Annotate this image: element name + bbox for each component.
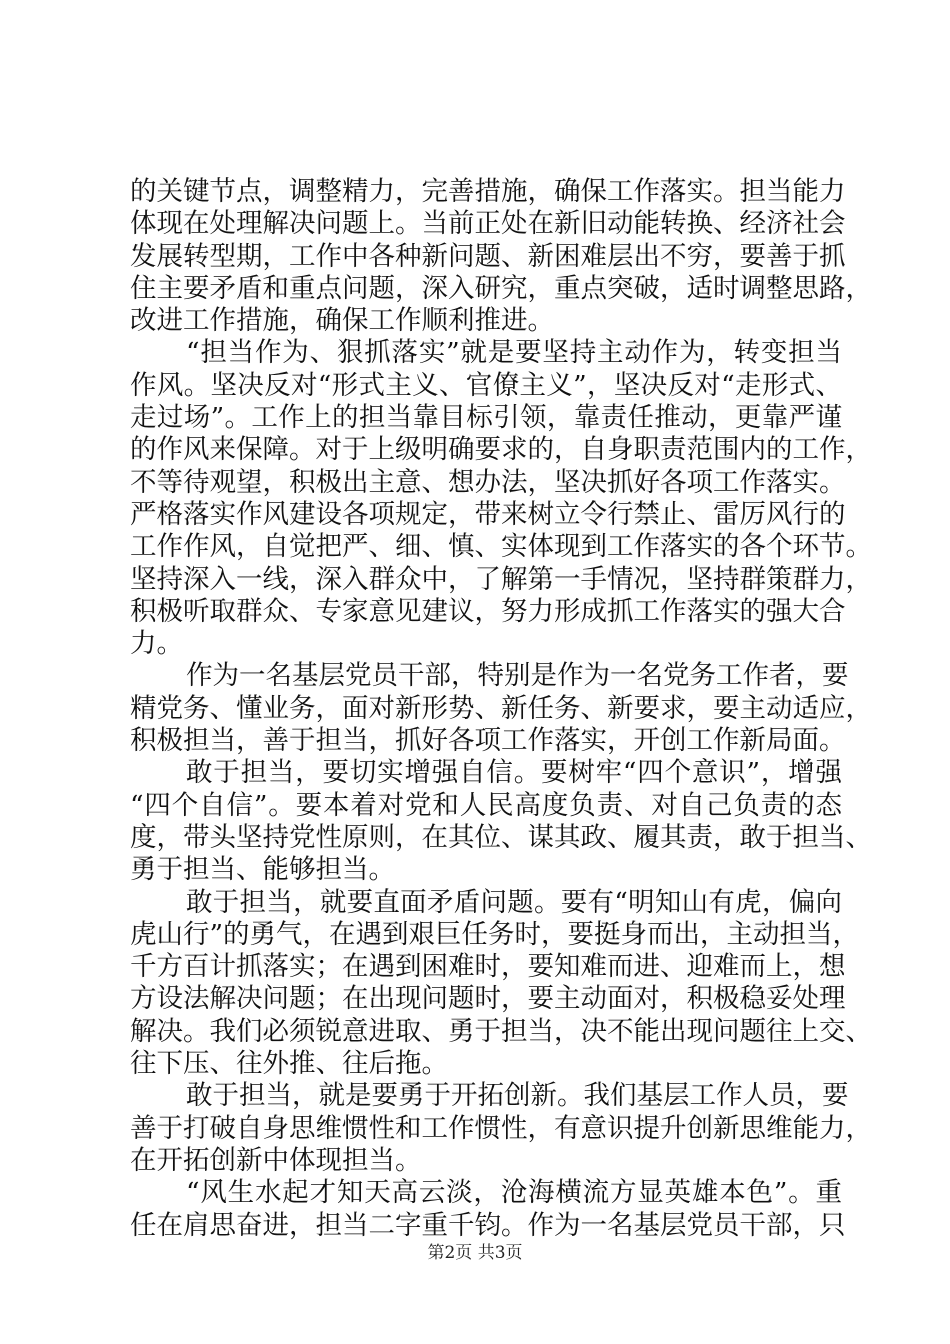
- text-line: 勇于担当、能够担当。: [130, 854, 395, 886]
- text-line: 精党务、懂业务，面对新形势、新任务、新要求，要主动适应，: [130, 692, 872, 724]
- text-line: 严格落实作风建设各项规定，带来树立令行禁止、雷厉风行的: [130, 498, 846, 530]
- text-line: 作为一名基层党员干部，特别是作为一名党务工作者，要: [186, 660, 849, 692]
- text-line: 度，带头坚持党性原则，在其位、谋其政、履其责，敢于担当、: [130, 821, 872, 853]
- text-line: “四个自信”。要本着对党和人民高度负责、对自己负责的态: [130, 789, 842, 821]
- text-line: 走过场”。工作上的担当靠目标引领，靠责任推动，更靠严谨: [130, 402, 842, 434]
- text-line: 敢于担当，就要直面矛盾问题。要有“明知山有虎，偏向: [186, 886, 842, 918]
- text-line: 工作作风，自觉把严、细、慎、实体现到工作落实的各个环节。: [130, 531, 872, 563]
- text-line: 住主要矛盾和重点问题，深入研究，重点突破，适时调整思路，: [130, 272, 872, 304]
- text-line: 解决。我们必须锐意进取、勇于担当，决不能出现问题往上交、: [130, 1015, 872, 1047]
- text-line: 的作风来保障。对于上级明确要求的，自身职责范围内的工作，: [130, 434, 872, 466]
- page-footer: 第2页 共3页: [427, 1243, 523, 1263]
- text-line: 坚持深入一线，深入群众中，了解第一手情况，坚持群策群力，: [130, 563, 872, 595]
- text-line: 改进工作措施，确保工作顺利推进。: [130, 305, 554, 337]
- text-line: 善于打破自身思维惯性和工作惯性，有意识提升创新思维能力，: [130, 1112, 872, 1144]
- text-line: 作风。坚决反对“形式主义、官僚主义”，坚决反对“走形式、: [130, 369, 842, 401]
- text-line: 往下压、往外推、往后拖。: [130, 1048, 448, 1080]
- text-line: 体现在处理解决问题上。当前正处在新旧动能转换、经济社会: [130, 208, 846, 240]
- text-line: “风生水起才知天高云淡，沧海横流方显英雄本色”。重: [186, 1177, 842, 1209]
- text-line: 不等待观望，积极出主意、想办法，坚决抓好各项工作落实。: [130, 466, 846, 498]
- text-line: 在开拓创新中体现担当。: [130, 1144, 422, 1176]
- text-line: 敢于担当，就是要勇于开拓创新。我们基层工作人员，要: [186, 1080, 849, 1112]
- text-line: 千方百计抓落实；在遇到困难时，要知难而进、迎难而上，想: [130, 951, 846, 983]
- text-line: 任在肩思奋进，担当二字重千钧。作为一名基层党员干部，只: [130, 1209, 846, 1241]
- text-line: 虎山行”的勇气，在遇到艰巨任务时，要挺身而出，主动担当，: [130, 918, 860, 950]
- text-line: 敢于担当，要切实增强自信。要树牢“四个意识”，增强: [186, 757, 842, 789]
- text-line: 力。: [130, 628, 183, 660]
- text-line: 发展转型期，工作中各种新问题、新困难层出不穷，要善于抓: [130, 240, 846, 272]
- text-line: 方设法解决问题；在出现问题时，要主动面对，积极稳妥处理: [130, 983, 846, 1015]
- text-line: 积极担当，善于担当，抓好各项工作落实，开创工作新局面。: [130, 725, 846, 757]
- text-line: “担当作为、狠抓落实”就是要坚持主动作为，转变担当: [186, 337, 842, 369]
- body-text: [130, 176, 872, 1242]
- text-line: 积极听取群众、专家意见建议，努力形成抓工作落实的强大合: [130, 595, 846, 627]
- text-line: 的关键节点，调整精力，完善措施，确保工作落实。担当能力: [130, 176, 846, 207]
